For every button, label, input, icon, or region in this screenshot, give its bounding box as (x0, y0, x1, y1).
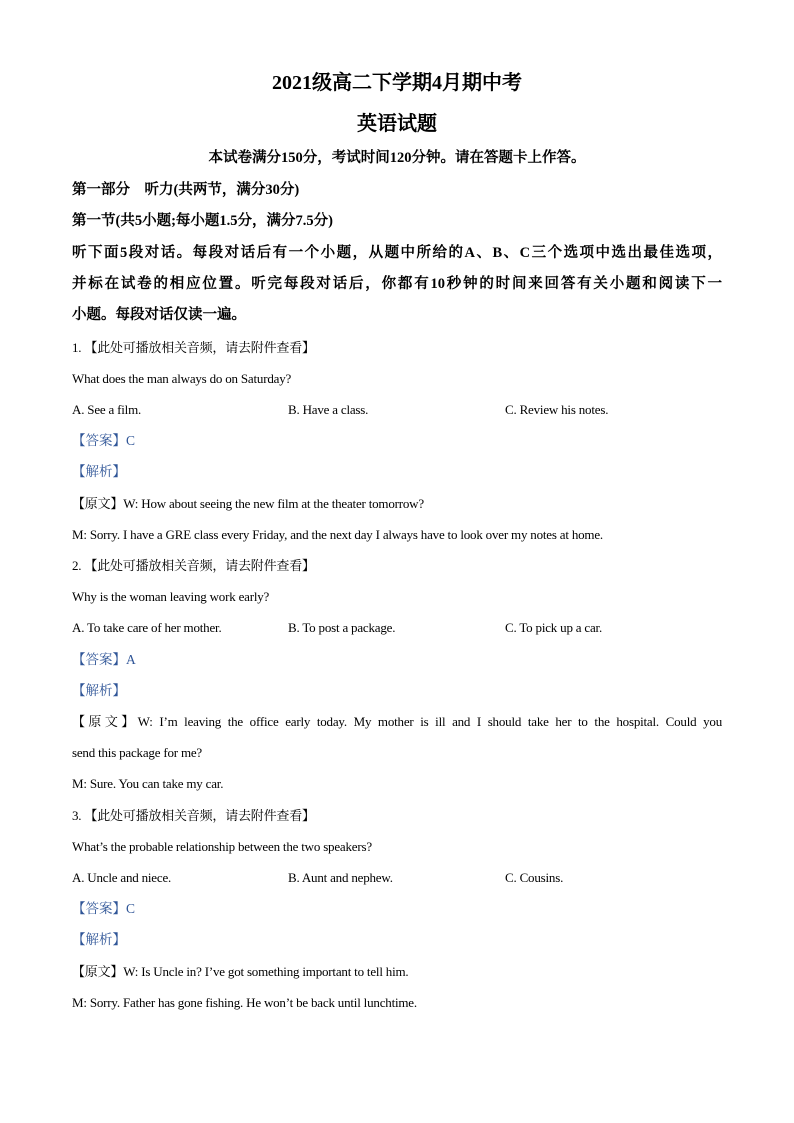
option-a: A. See a film. (72, 402, 142, 417)
question-stem: Why is the woman leaving work early? (72, 589, 270, 604)
options-row (72, 862, 722, 893)
transcript-text: W: How about seeing the new film at the theater tomorrow? (123, 496, 424, 511)
option-b: B. Aunt and nephew. (288, 870, 393, 885)
original-label: 【原文】 (72, 496, 124, 511)
answer-label: 【答案】 (72, 901, 126, 916)
answer-value: C (126, 433, 136, 448)
section-heading: 第一节(共5小题;每小题1.5分，满分7.5分) (72, 213, 333, 229)
transcript-text: W: I’m leaving the office early today. My mother is ill and I should take her to the hospital. Could you (137, 714, 722, 729)
analysis-label: 【解析】 (72, 932, 126, 947)
answer-label: 【答案】 (72, 652, 126, 667)
options-row (72, 394, 722, 425)
question-stem: What does the man always do on Saturday? (72, 371, 292, 386)
question-header: 3. 【此处可播放相关音频，请去附件查看】 (72, 808, 315, 823)
exam-subtitle: 英语试题 (357, 113, 437, 135)
transcript-line: send this package for me? (72, 745, 203, 760)
instructions-line: 听下面5段对话。每段对话后有一个小题，从题中所给的A、B、C三个选项中选出最佳选项， (72, 245, 722, 261)
answer-value: C (126, 901, 136, 916)
option-a: A. To take care of her mother. (72, 620, 222, 635)
question-header: 2. 【此处可播放相关音频，请去附件查看】 (72, 558, 315, 573)
transcript-text: W: Is Uncle in? I’ve got something important to tell him. (123, 964, 409, 979)
answer-line (72, 893, 722, 924)
question-header: 1. 【此处可播放相关音频，请去附件查看】 (72, 340, 315, 355)
option-a: A. Uncle and niece. (72, 870, 172, 885)
transcript-line (72, 706, 722, 737)
instructions-line: 并标在试卷的相应位置。听完每段对话后，你都有10秒钟的时间来回答有关小题和阅读下一 (72, 276, 722, 292)
transcript-line: M: Sure. You can take my car. (72, 776, 224, 791)
exam-title: 2021级高二下学期4月期中考 (272, 72, 522, 94)
instructions-line: 小题。每段对话仅读一遍。 (72, 307, 246, 323)
option-c: C. Review his notes. (505, 402, 609, 417)
answer-line (72, 425, 722, 456)
part-heading: 第一部分 听力(共两节，满分30分) (72, 182, 300, 198)
option-b: B. To post a package. (288, 620, 396, 635)
original-label: 【原文】 (72, 964, 124, 979)
answer-label: 【答案】 (72, 433, 126, 448)
transcript-line (72, 488, 722, 519)
analysis-label: 【解析】 (72, 683, 126, 698)
options-row (72, 612, 722, 643)
exam-note: 本试卷满分150分，考试时间120分钟。请在答题卡上作答。 (208, 150, 586, 166)
answer-value: A (126, 652, 136, 667)
transcript-line: M: Sorry. Father has gone fishing. He won’t be back until lunchtime. (72, 995, 417, 1010)
original-label: 【原文】 (72, 714, 138, 729)
transcript-line (72, 956, 722, 987)
transcript-line: M: Sorry. I have a GRE class every Friday, and the next day I always have to look over my notes at home. (72, 527, 603, 542)
option-c: C. Cousins. (505, 870, 564, 885)
option-b: B. Have a class. (288, 402, 369, 417)
question-stem: What’s the probable relationship between the two speakers? (72, 839, 372, 854)
answer-line (72, 644, 722, 675)
analysis-label: 【解析】 (72, 464, 126, 479)
option-c: C. To pick up a car. (505, 620, 603, 635)
